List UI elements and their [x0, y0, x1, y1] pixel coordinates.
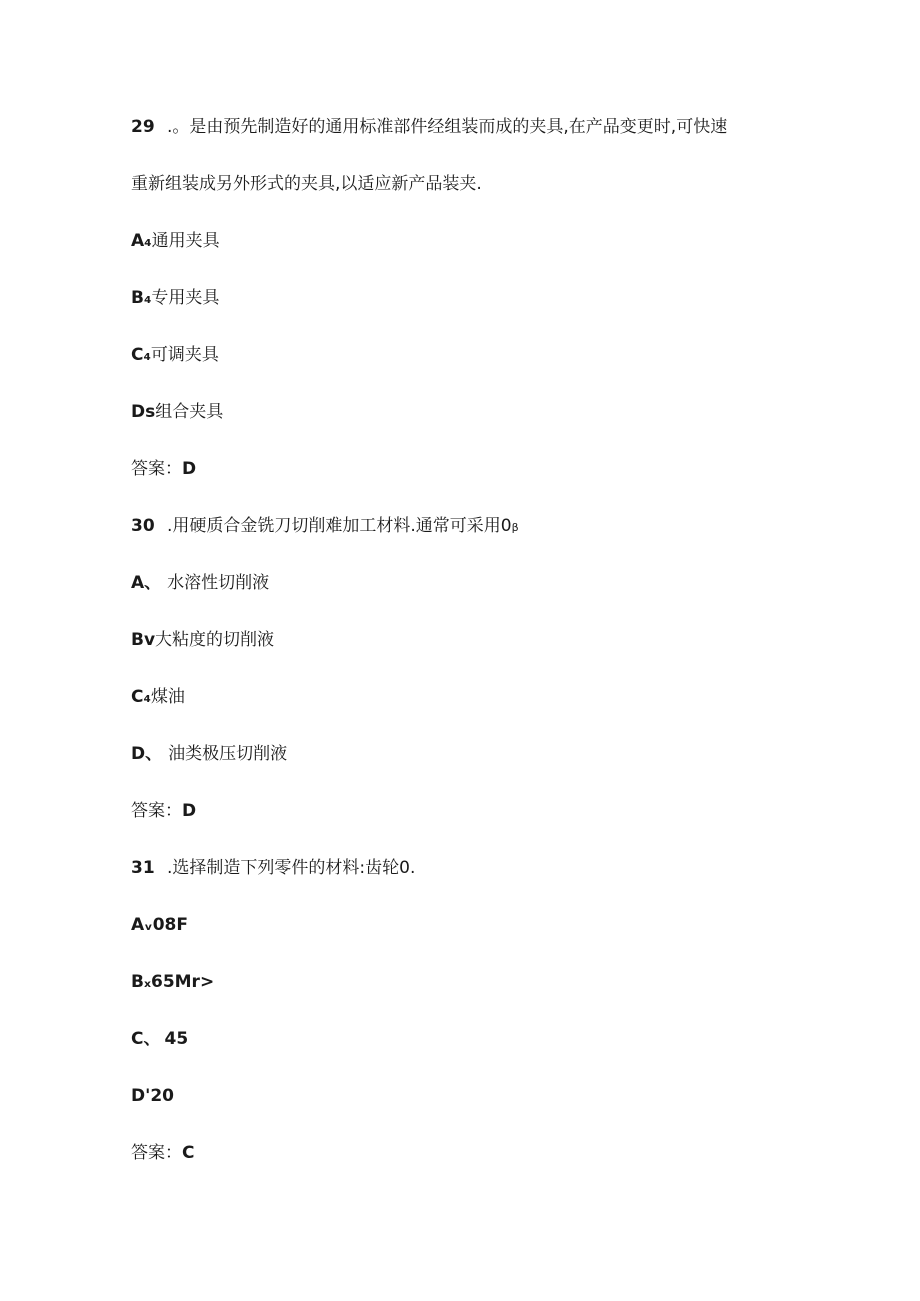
question-31-option-d — [131, 1085, 174, 1107]
question-30-option-c — [131, 686, 185, 708]
option-text: 油类极压切削液 — [168, 744, 288, 764]
question-31-option-b — [131, 971, 214, 993]
question-29-stem-line1 — [131, 116, 727, 138]
option-text: 20 — [150, 1086, 174, 1106]
option-text: 可调夹具 — [150, 345, 219, 365]
option-key: D、 — [131, 744, 163, 764]
answer-label: 答案： — [131, 801, 182, 821]
question-number: 31 — [131, 858, 155, 878]
option-key: C₄ — [131, 345, 151, 365]
question-text: .用硬质合金铣刀切削难加工材料.通常可采用0 — [167, 516, 512, 536]
question-text: .。是由预先制造好的通用标准部件经组装而成的夹具,在产品变更时,可快速 — [167, 117, 728, 137]
answer-value: D — [182, 459, 197, 479]
question-31-option-a — [131, 914, 188, 936]
option-text: 45 — [164, 1029, 189, 1049]
option-text: 组合夹具 — [155, 402, 224, 422]
question-29-option-a — [131, 230, 220, 252]
option-text: 煤油 — [150, 687, 185, 707]
option-key: Bv — [131, 630, 156, 650]
option-text: 通用夹具 — [151, 231, 220, 251]
option-text: 水溶性切削液 — [167, 573, 270, 593]
option-text: 大粘度的切削液 — [155, 630, 275, 650]
option-key: D' — [131, 1086, 151, 1106]
question-text: 重新组装成另外形式的夹具,以适应新产品装夹. — [131, 174, 482, 194]
answer-value: D — [182, 801, 197, 821]
option-key: Ds — [131, 402, 156, 422]
question-30-option-a — [131, 572, 269, 594]
option-key: C、 — [131, 1029, 161, 1049]
answer-label: 答案： — [131, 459, 182, 479]
question-29-option-b — [131, 287, 219, 309]
option-text: 65Mr> — [150, 972, 215, 992]
option-key: B₄ — [131, 288, 152, 308]
question-29-answer — [131, 458, 196, 480]
question-number: 30 — [131, 516, 155, 536]
question-31-answer — [131, 1142, 194, 1164]
question-30-stem-line1 — [131, 515, 519, 539]
option-key: Aᵥ — [131, 915, 153, 935]
option-key: A₄ — [131, 231, 152, 251]
answer-label: 答案： — [131, 1143, 182, 1163]
question-31-option-c — [131, 1028, 188, 1050]
question-30-option-d — [131, 743, 287, 765]
question-text-suffix: β — [511, 521, 519, 534]
question-30-option-b — [131, 629, 274, 651]
question-31-stem-line1 — [131, 857, 415, 879]
question-29-option-d — [131, 401, 223, 423]
option-key: A、 — [131, 573, 162, 593]
option-key: Bₓ — [131, 972, 151, 992]
question-29-option-c — [131, 344, 219, 366]
question-29-stem-line2 — [131, 173, 482, 195]
question-30-answer — [131, 800, 196, 822]
question-text: .选择制造下列零件的材料:齿轮0. — [167, 858, 416, 878]
answer-value: C — [182, 1143, 195, 1163]
question-number: 29 — [131, 117, 155, 137]
option-text: 08F — [152, 915, 188, 935]
option-key: C₄ — [131, 687, 151, 707]
option-text: 专用夹具 — [151, 288, 220, 308]
